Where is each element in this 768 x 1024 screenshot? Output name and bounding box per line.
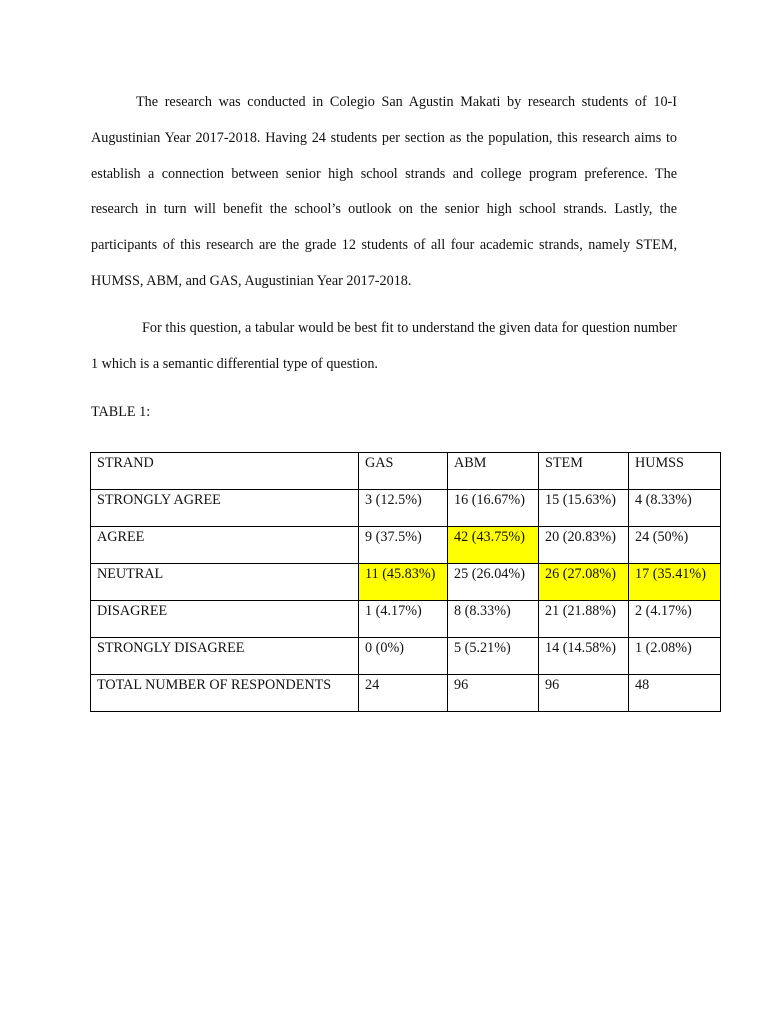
table-cell: 0 (0%): [359, 638, 448, 675]
table-cell: 21 (21.88%): [539, 601, 629, 638]
table-row-disagree: [91, 601, 721, 638]
table-cell: 5 (5.21%): [448, 638, 539, 675]
highlighted-cell: 42 (43.75%): [448, 527, 539, 564]
header-cell-abm: ABM: [448, 453, 539, 490]
header-cell-strand: STRAND: [91, 453, 359, 490]
table-row-strongly-agree: [91, 490, 721, 527]
header-cell-stem: STEM: [539, 453, 629, 490]
table-cell: 96: [539, 675, 629, 712]
highlighted-cell: 17 (35.41%): [629, 564, 721, 601]
table-cell: 16 (16.67%): [448, 490, 539, 527]
header-cell-gas: GAS: [359, 453, 448, 490]
question-paragraph: For this question, a tabular would be best fit to understand the given data for question number 1 which is a semantic differential type of question.: [91, 320, 677, 372]
row-label: NEUTRAL: [91, 564, 359, 601]
table-cell: 25 (26.04%): [448, 564, 539, 601]
table-cell: 15 (15.63%): [539, 490, 629, 527]
table-row-strongly-disagree: [91, 638, 721, 675]
row-label: STRONGLY DISAGREE: [91, 638, 359, 675]
row-label: TOTAL NUMBER OF RESPONDENTS: [91, 675, 359, 712]
table-cell: 1 (4.17%): [359, 601, 448, 638]
highlighted-cell: 26 (27.08%): [539, 564, 629, 601]
table-cell: 48: [629, 675, 721, 712]
table-cell: 9 (37.5%): [359, 527, 448, 564]
table-cell: 3 (12.5%): [359, 490, 448, 527]
table-cell: 1 (2.08%): [629, 638, 721, 675]
row-label: STRONGLY AGREE: [91, 490, 359, 527]
table-row-total: [91, 675, 721, 712]
highlighted-cell: 11 (45.83%): [359, 564, 448, 601]
table-cell: 20 (20.83%): [539, 527, 629, 564]
table-cell: 2 (4.17%): [629, 601, 721, 638]
table-cell: 4 (8.33%): [629, 490, 721, 527]
table-cell: 96: [448, 675, 539, 712]
table-row-neutral: [91, 564, 721, 601]
table-cell: 24 (50%): [629, 527, 721, 564]
table-header-row: [91, 453, 721, 490]
table-cell: 8 (8.33%): [448, 601, 539, 638]
table-cell: 14 (14.58%): [539, 638, 629, 675]
row-label: AGREE: [91, 527, 359, 564]
header-cell-humss: HUMSS: [629, 453, 721, 490]
table-row-agree: [91, 527, 721, 564]
results-table: [90, 452, 721, 712]
table-label: TABLE 1:: [91, 404, 151, 420]
table-cell: 24: [359, 675, 448, 712]
row-label: DISAGREE: [91, 601, 359, 638]
intro-paragraph: The research was conducted in Colegio San Agustin Makati by research students of 10-I Augustinian Year 2017-2018. Having 24 students per section as the population, this research aims to establish a connection between senior high school strands and college program preference. The research in turn will benefit the school’s outlook on the senior high school strands. Lastly, the participants of this research are the grade 12 students of all four academic strands, namely STEM, HUMSS, ABM, and GAS, Augustinian Year 2017-2018.: [91, 94, 677, 289]
